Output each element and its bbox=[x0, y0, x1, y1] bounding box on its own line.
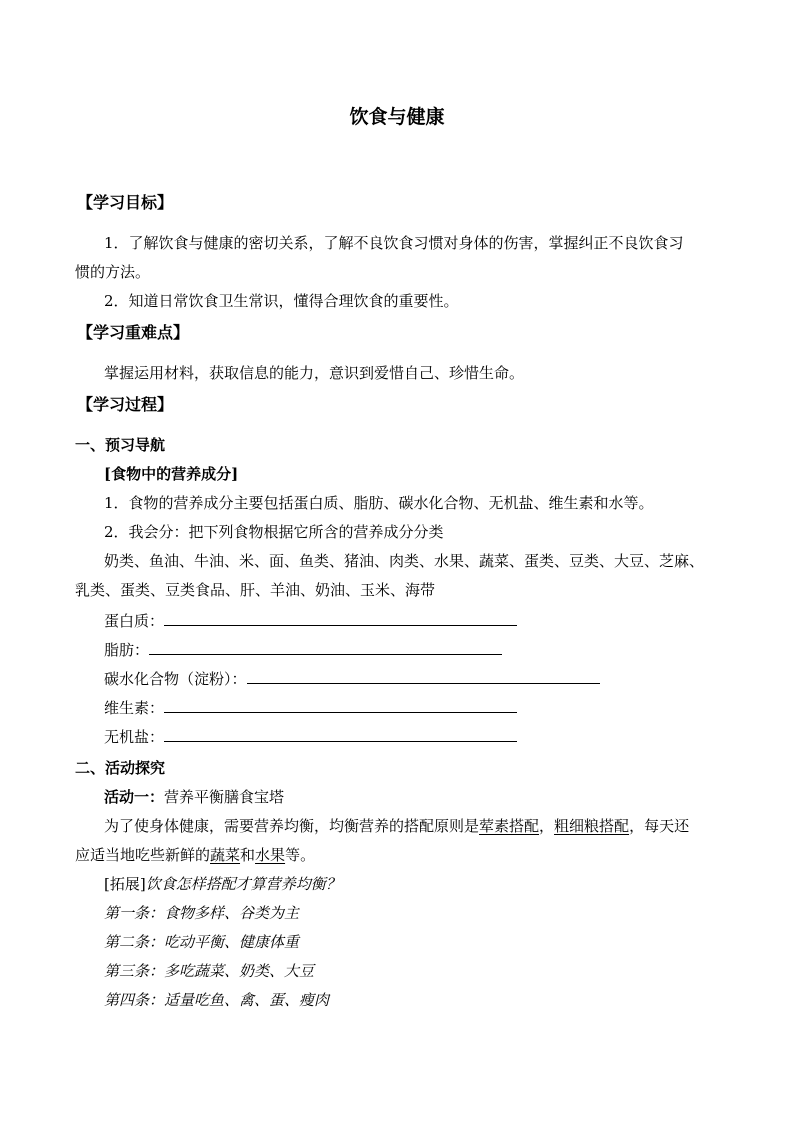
principle-text-end-2: 等。 bbox=[285, 846, 316, 864]
fill-blank-carb[interactable] bbox=[247, 669, 600, 684]
fill-blank-protein[interactable] bbox=[164, 611, 517, 626]
key-points-text: 掌握运用材料，获取信息的能力，意识到爱惜自己、珍惜生命。 bbox=[104, 364, 525, 382]
page-title: 饮食与健康 bbox=[349, 106, 445, 128]
principle-line-2 bbox=[75, 845, 315, 865]
fill-row-fat bbox=[104, 640, 502, 660]
food-list-line-2: 乳类、蛋类、豆类食品、肝、羊油、奶油、玉米、海带 bbox=[75, 581, 436, 599]
rule-1: 第一条：食物多样、谷类为主 bbox=[104, 904, 300, 922]
goals-heading: 【学习目标】 bbox=[77, 193, 174, 212]
answer-vegetables: 蔬菜 bbox=[210, 846, 241, 864]
fill-label-fat: 脂肪： bbox=[104, 641, 150, 659]
principle-and: 和 bbox=[240, 846, 256, 864]
fill-label-carb: 碳水化合物（淀粉）： bbox=[104, 670, 247, 688]
answer-fruit: 水果 bbox=[255, 846, 286, 864]
nutrition-subheading: [食物中的营养成分] bbox=[104, 465, 239, 483]
principle-text-end: ，每天还 bbox=[629, 817, 690, 835]
principle-comma: ， bbox=[539, 817, 555, 835]
fill-row-mineral bbox=[104, 727, 517, 747]
fill-row-vitamin bbox=[104, 698, 517, 718]
fill-label-vitamin: 维生素： bbox=[104, 699, 165, 717]
principle-text-2: 应适当地吃些新鲜的 bbox=[75, 846, 211, 864]
fill-blank-fat[interactable] bbox=[149, 640, 502, 655]
principle-text: 为了使身体健康，需要营养均衡，均衡营养的搭配原则是 bbox=[104, 817, 480, 835]
goal-1-line-1: 1．了解饮食与健康的密切关系，了解不良饮食习惯对身体的伤害，掌握纠正不良饮食习 bbox=[104, 234, 684, 252]
part-1-heading: 一、预习导航 bbox=[75, 436, 166, 454]
goal-1-line-2: 惯的方法。 bbox=[75, 263, 151, 281]
process-heading: 【学习过程】 bbox=[77, 395, 174, 414]
rule-3: 第三条：多吃蔬菜、奶类、大豆 bbox=[104, 962, 315, 980]
activity-1 bbox=[104, 787, 284, 807]
key-points-heading: 【学习重难点】 bbox=[77, 323, 190, 342]
answer-meat-veg: 荤素搭配 bbox=[479, 817, 540, 835]
goal-2: 2．知道日常饮食卫生常识，懂得合理饮食的重要性。 bbox=[104, 292, 459, 310]
activity-1-title: 营养平衡膳食宝塔 bbox=[164, 788, 285, 806]
extension-text: 饮食怎样搭配才算营养均衡？ bbox=[145, 875, 341, 893]
fill-blank-vitamin[interactable] bbox=[164, 698, 517, 713]
fill-row-carb bbox=[104, 669, 600, 689]
rule-2: 第二条：吃动平衡、健康体重 bbox=[104, 933, 300, 951]
extension-question bbox=[104, 874, 341, 894]
fill-row-protein bbox=[104, 611, 517, 631]
extension-label: [拓展] bbox=[104, 875, 146, 893]
item-1: 1．食物的营养成分主要包括蛋白质、脂肪、碳水化合物、无机盐、维生素和水等。 bbox=[104, 494, 654, 512]
fill-label-protein: 蛋白质： bbox=[104, 612, 165, 630]
fill-label-mineral: 无机盐： bbox=[104, 728, 165, 746]
answer-grains: 粗细粮搭配 bbox=[554, 817, 630, 835]
rule-4: 第四条：适量吃鱼、禽、蛋、瘦肉 bbox=[104, 991, 330, 1009]
principle-line-1 bbox=[104, 816, 689, 836]
part-2-heading: 二、活动探究 bbox=[75, 759, 166, 777]
food-list-line-1: 奶类、鱼油、牛油、米、面、鱼类、猪油、肉类、水果、蔬菜、蛋类、豆类、大豆、芝麻、 bbox=[104, 552, 705, 570]
fill-blank-mineral[interactable] bbox=[164, 727, 517, 742]
item-2: 2．我会分：把下列食物根据它所含的营养成分分类 bbox=[104, 523, 444, 541]
activity-1-label: 活动一： bbox=[104, 788, 165, 806]
